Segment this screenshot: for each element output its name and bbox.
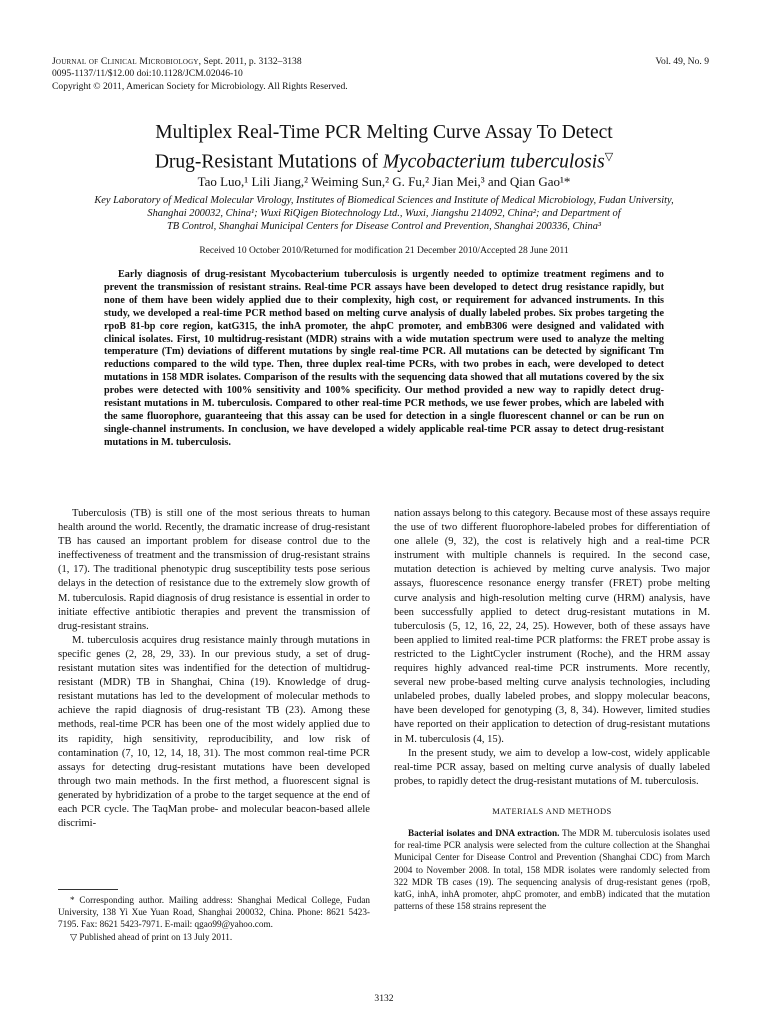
issue-info: , Sept. 2011, p. 3132–3138 bbox=[198, 56, 302, 67]
journal-name: Journal of Clinical Microbiology bbox=[52, 56, 199, 67]
methods-text: The MDR M. tuberculosis isolates used for real-time PCR analysis were selected from the culture collection at the Shanghai Municipal Center for Disease Control and Prevention (Shanghai CDC) from March 2004 to November 2008. In total, 158 MDR isolates were randomly selected from 322 MDR TB cases (19). The sequencing analysis of drug-resistant genes (rpoB, katG, inhA, inhA promoter, ahpC promoter, and embB) indicated that the mutation patterns of these 158 strains represent the bbox=[394, 827, 710, 912]
left-column bbox=[58, 507, 370, 831]
intro-paragraph-4: In the present study, we aim to develop a low-cost, widely applicable real-time PCR assay, based on melting curve analysis of dually labeled probes, to rapidly detect the drug-resistant mutations of M. tuberculosis. bbox=[394, 747, 710, 787]
title-line-2 bbox=[60, 145, 708, 175]
footnotes bbox=[58, 894, 370, 943]
title-line-2-text: Drug-Resistant Mutations of bbox=[154, 151, 383, 173]
copyright-line: Copyright © 2011, American Society for Microbiology. All Rights Reserved. bbox=[52, 80, 348, 92]
journal-header bbox=[52, 56, 348, 93]
intro-paragraph-3: nation assays belong to this category. Because most of these assays require the use of two different fluorophore-labeled probes for differentiation of one allele (9, 32), the cost is relatively high and a real-time PCR instrument with multiple channels is required. In the second case, mutation detection is achieved by melting curve analysis. Two major assays, fluorescence resonance energy transfer (FRET) probe melting curve analysis and high-resolution melting curve (HRM) analysis, have been successfully applied to detect drug-resistant mutations in M. tuberculosis (5, 12, 16, 22, 24, 25). However, both of these assays have been applied to limited real-time PCR platforms: the FRET probe assay is restricted to the LightCycler instrument (Roche), and the HRM assay requires highly advanced real-time PCR instruments. More recently, several new probe-based melting curve analysis technologies, including unlabeled probes, dually labeled probes, and sloppy molecular beacons, have been developed for genotyping (3, 8, 34). However, limited studies have reported on their application to detection of drug-resistant mutations in M. tuberculosis (4, 15). bbox=[394, 508, 710, 745]
abstract: Early diagnosis of drug-resistant Mycobacterium tuberculosis is urgently needed to optimize treatment regimens and to prevent the transmission of resistant strains. Real-time PCR assays have been developed to detect drug resistance rapidly, but none of them have been widely applied due to their complexity, high cost, or requirement for advanced instruments. In this study, we developed a real-time PCR method based on melting curve analysis of dually labeled probes. Six probes targeting the rpoB 81-bp core region, katG315, the inhA promoter, the ahpC promoter, and embB306 were designed and validated with clinical isolates. First, 10 multidrug-resistant (MDR) strains with a wide mutation spectrum were used to analyze the melting temperature (Tm) deviations of different mutations by single real-time PCR. All mutations can be detected by significant Tm reductions compared to the wild type. Then, three duplex real-time PCRs, with two probes in each, were developed to detect mutations in 158 MDR isolates. Comparison of the results with the sequencing data showed that all mutations covered by the six probes were detected with 100% sensitivity and 100% specificity. Our method provided a new way to rapidly detect drug-resistant mutations in M. tuberculosis. Compared to other real-time PCR methods, we use fewer probes, which are labeled with the same fluorophore, guaranteeing that this assay can be used for detection in a single fluorescent channel or can be run on single-channel instruments. In conclusion, we have developed a widely applicable real-time PCR assay to detect drug-resistant mutations in M. tuberculosis. bbox=[104, 269, 664, 448]
methods-paragraph-1 bbox=[394, 827, 710, 912]
page-number: 3132 bbox=[374, 993, 394, 1004]
affiliation-line-2: Shanghai 200032, China¹; Wuxi RiQigen Biotechnology Ltd., Wuxi, Jiangshu 214092, China²; and Department of bbox=[147, 208, 621, 220]
footnote-published-ahead: ▽ Published ahead of print on 13 July 2011. bbox=[70, 931, 233, 942]
section-heading-materials-methods: MATERIALS AND METHODS bbox=[492, 805, 612, 816]
footnote-corresponding-author: * Corresponding author. Mailing address: Shanghai Medical College, Fudan University, 138 Yi Xue Yuan Road, Shanghai 200032, China. Phone: 8621 5423-7195. Fax: 8621 5423-7971. E-mail: qgao99@yahoo.com. bbox=[58, 895, 370, 930]
volume-info: Vol. 49, No. 9 bbox=[655, 56, 709, 67]
methods-run-in-heading: Bacterial isolates and DNA extraction. bbox=[408, 827, 560, 838]
affiliation-line-1: Key Laboratory of Medical Molecular Virology, Institutes of Biomedical Sciences and Institute of Medical Microbiology, Fudan University, bbox=[94, 195, 674, 206]
doi-line: 0095-1137/11/$12.00 doi:10.1128/JCM.02046-10 bbox=[52, 68, 243, 80]
received-dates: Received 10 October 2010/Returned for modification 21 December 2010/Accepted 28 June 2011 bbox=[199, 246, 569, 256]
intro-paragraph-2: M. tuberculosis acquires drug resistance mainly through mutations in specific genes (2, 28, 29, 33). In our previous study, a set of drug-resistant mutation sites was indentified for the detection of multidrug-resistant (MDR) TB in Shanghai, China (19). Knowledge of drug-resistant mutations has led to the development of molecular methods to achieve the rapid diagnosis of drug-resistant TB (23). Among these methods, real-time PCR has been one of the most widely applied due to its rapidity, high sensitivity, reproducibility, and low risk of contamination (7, 10, 12, 14, 18, 31). The most common real-time PCR assays for detecting drug-resistant mutations have been developed through two main methods. In the first method, a fluorescent signal is generated by hybridization of a probe to the target sequence at the end of each PCR cycle. The TaqMan probe- and molecular beacon-based allele discrimi- bbox=[58, 634, 370, 830]
article-title bbox=[60, 121, 708, 175]
footnote-divider bbox=[58, 889, 118, 890]
title-line-1: Multiplex Real-Time PCR Melting Curve Assay To Detect bbox=[155, 122, 613, 143]
author-list: Tao Luo,¹ Lili Jiang,² Weiming Sun,² G. Fu,² Jian Mei,³ and Qian Gao¹* bbox=[197, 174, 571, 189]
affiliation-line-3: TB Control, Shanghai Municipal Centers for Disease Control and Prevention, Shanghai 200336, China³ bbox=[166, 221, 602, 233]
right-column bbox=[394, 507, 710, 912]
intro-paragraph-1: Tuberculosis (TB) is still one of the most serious threats to human health around the world. Recently, the dramatic increase of drug-resistant TB has caused an important problem for disease control due to the ineffectiveness of treatment and the transmission of drug-resistant strains (1, 17). The traditional phenotypic drug susceptibility tests pose serious delays in the detection of resistance due to the extremely slow growth of M. tuberculosis. Rapid diagnosis of drug resistance is essential in order to initiate effective antibiotic therapies and prevent the transmission of drug-resistant strains. bbox=[58, 508, 370, 632]
title-footnote-mark: ▽ bbox=[604, 151, 614, 163]
affiliations bbox=[60, 194, 708, 234]
title-species: Mycobacterium tuberculosis bbox=[382, 151, 605, 173]
